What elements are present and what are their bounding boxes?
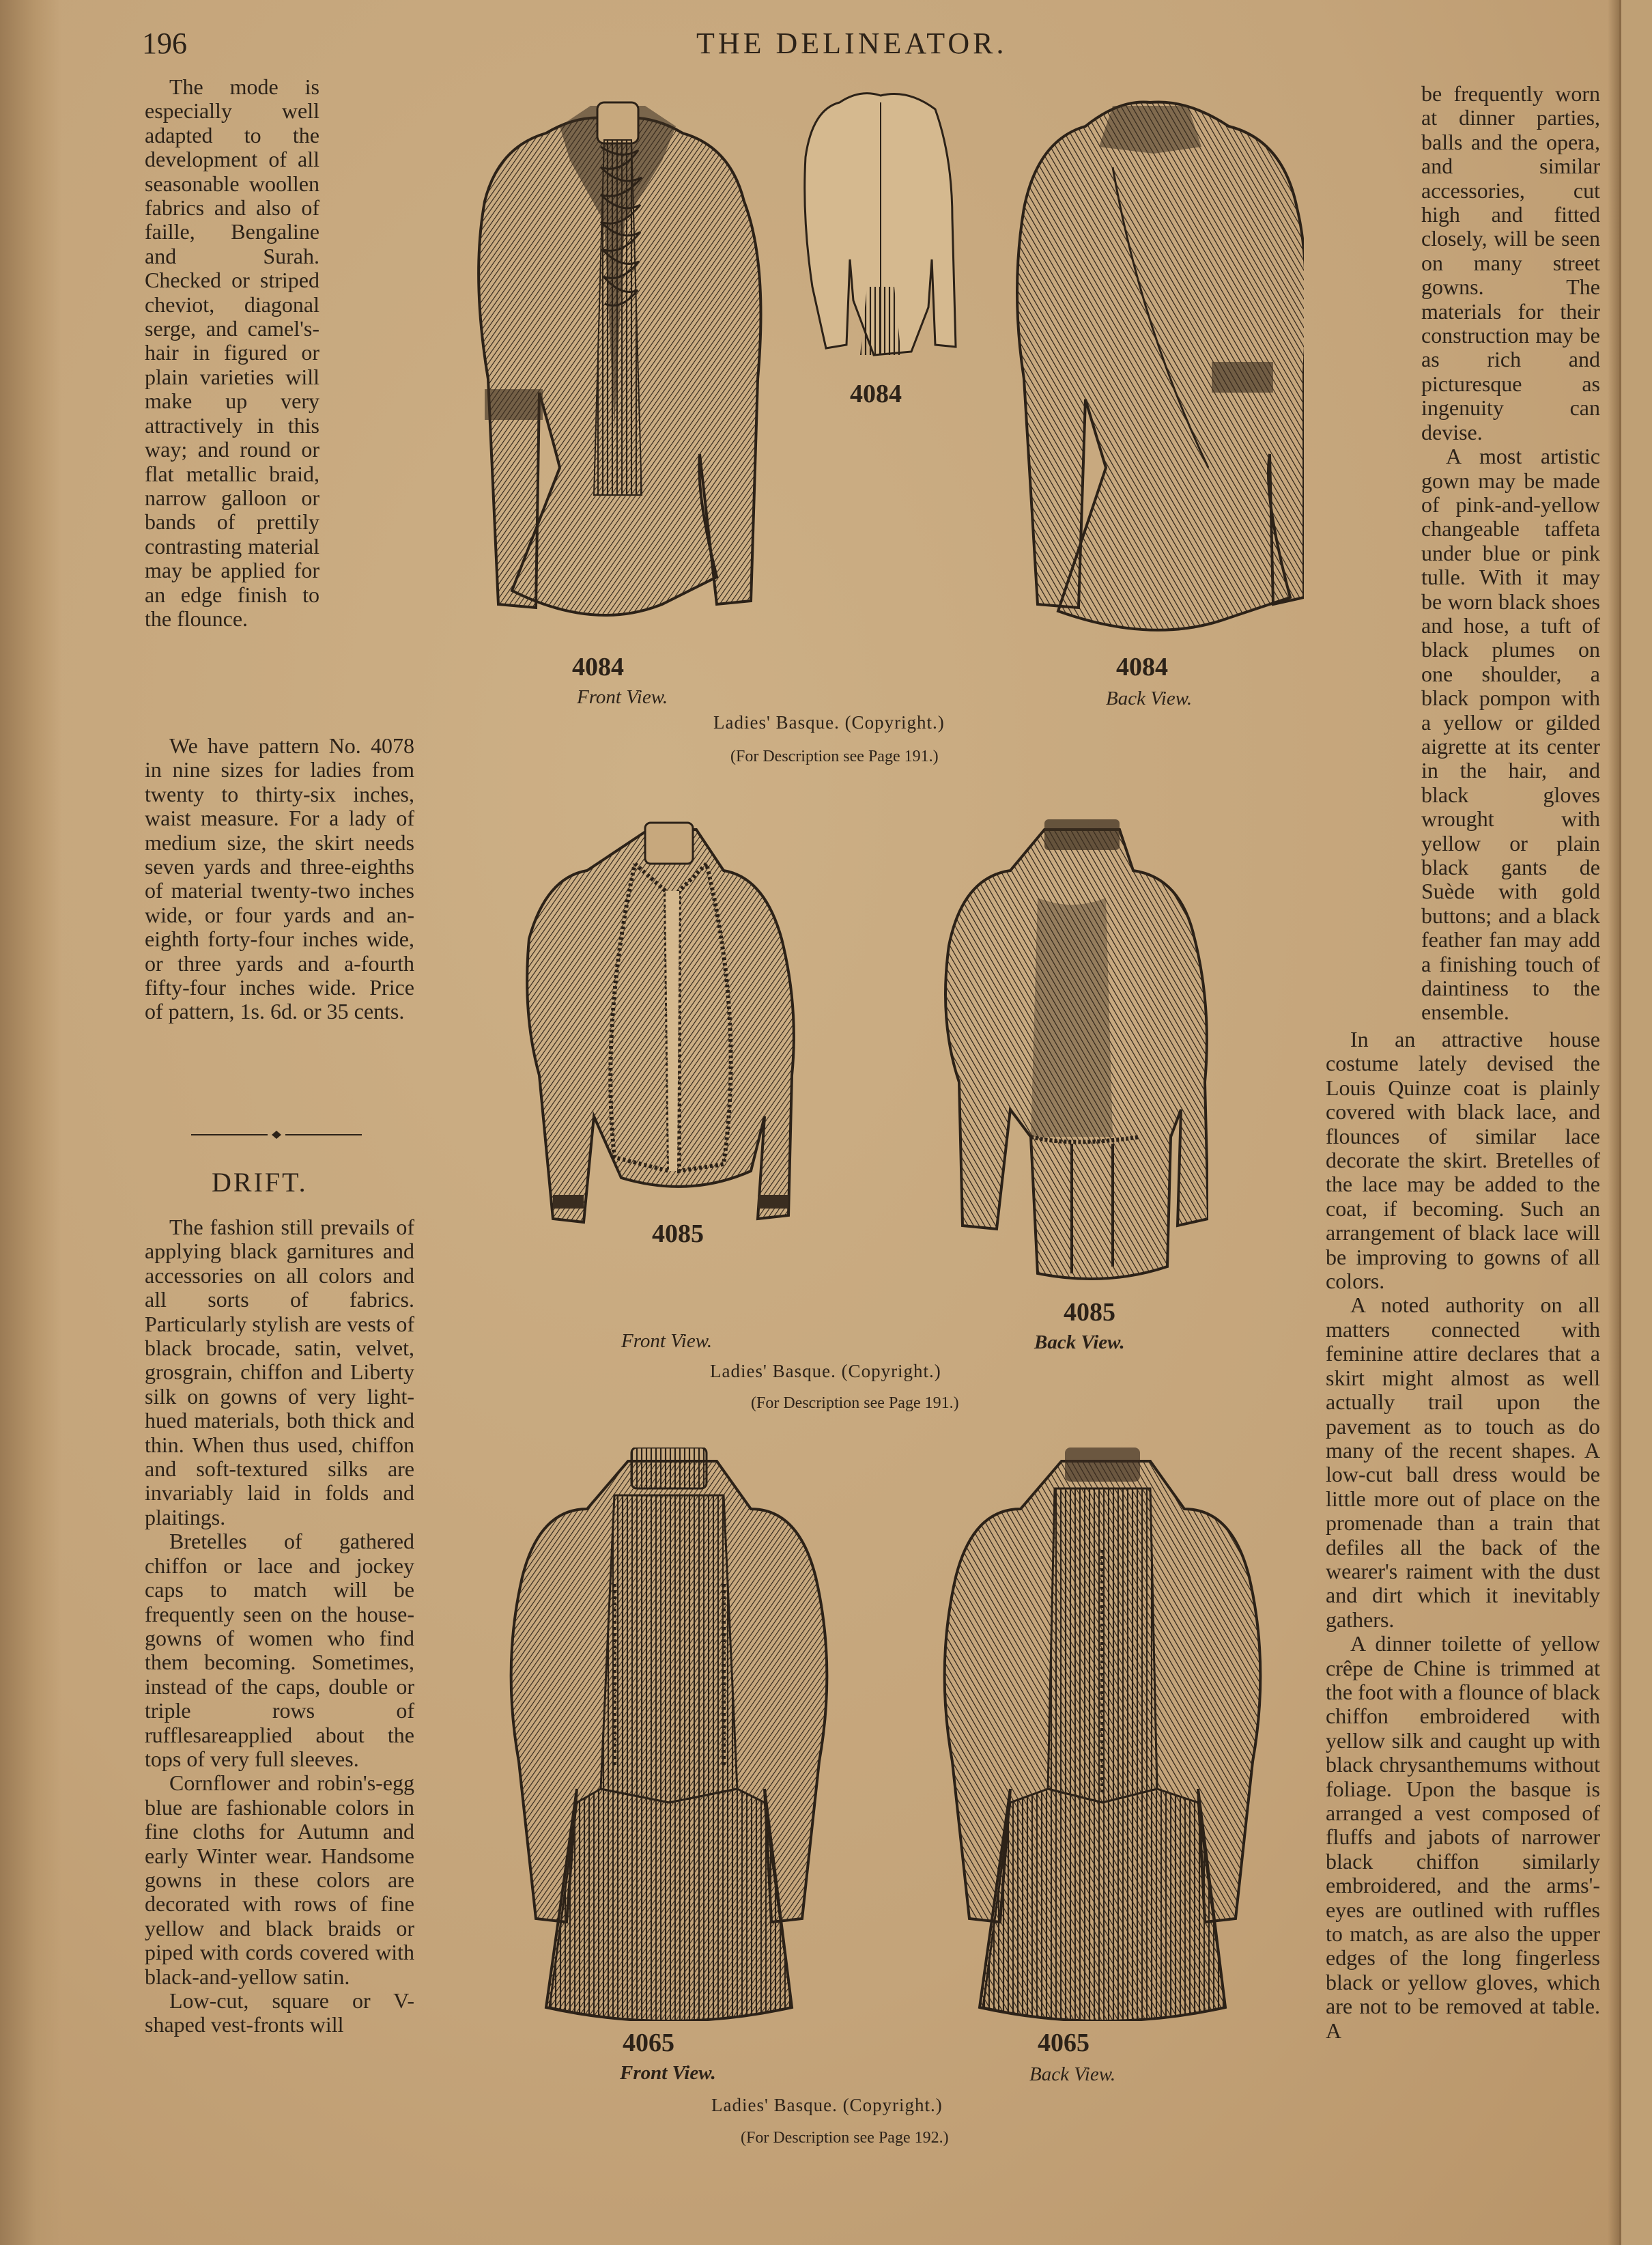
figure-description-ref: (For Description see Page 191.) <box>730 748 939 765</box>
basque-4084-front-illustration <box>457 85 778 652</box>
figure-number: 4085 <box>1064 1298 1115 1327</box>
left-column-pattern-text <box>145 734 414 1024</box>
drift-paragraph: Cornflower and robin's-egg blue are fashionable colors in fine cloths for Autumn and early Winter wear. Handsome gowns in these colors are decorated with rows of fine yellow and black braids or piped with cords covered with black-and-yellow satin. <box>145 1770 414 1989</box>
figure-view-label: Front View. <box>621 1330 713 1352</box>
figure-caption: Ladies' Basque. (Copyright.) <box>713 712 945 733</box>
right-column-text <box>1421 82 1600 1025</box>
left-paragraph: We have pattern No. 4078 in nine sizes for ladies from twenty to thirty-six inches, waist measure. For a lady of medium size, the skirt needs seven yards and three-eighths of material twenty-two inches wide, or four yards and an-eighth forty-four inches wide, or three yards and a-fourth fifty-four inches wide. Price of pattern, 1s. 6d. or 35 cents. <box>145 733 414 1024</box>
figure-description-ref: (For Description see Page 191.) <box>751 1394 959 1412</box>
figure-number: 4065 <box>623 2029 674 2057</box>
figure-number: 4084 <box>850 380 902 408</box>
right-paragraph: be frequently worn at dinner parties, balls and the opera, and similar accessories, cut high and fitted closely, will be seen on many street gowns. The materials for their construction may be as rich and picturesque as ingenuity can devise. <box>1421 81 1600 444</box>
figure-view-label: Back View. <box>1034 1331 1125 1353</box>
drift-paragraph: Low-cut, square or V-shaped vest-fronts will <box>145 1988 414 2037</box>
right-paragraph: In an attractive house costume lately devised the Louis Quinze coat is plainly covered with black lace, and flounces of similar lace decorate the skirt. Bretelles of the lace may be added to the coat, if becoming. Such an arrangement of black lace will be improving to gowns of all colors. <box>1326 1027 1600 1294</box>
figure-view-label: Front View. <box>620 2062 716 2084</box>
drift-paragraph: Bretelles of gathered chiffon or lace and jockey caps to match will be frequently seen on the house-gowns of women who find them becoming. Sometimes, instead of the caps, double or triple rows of rufflesareapplied about the tops of very full sleeves. <box>145 1529 414 1771</box>
page-number: 196 <box>142 27 187 60</box>
basque-4084-back-illustration <box>1003 85 1304 652</box>
figure-view-label: Back View. <box>1029 2063 1116 2085</box>
basque-4065-back-illustration <box>925 1448 1280 2021</box>
right-column-text-wide <box>1326 1028 1600 2043</box>
drift-text <box>145 1215 414 2037</box>
figure-number: 4065 <box>1038 2029 1090 2057</box>
figure-view-label: Back View. <box>1106 688 1193 709</box>
running-title: THE DELINEATOR. <box>696 27 1008 60</box>
right-paragraph: A most artistic gown may be made of pink-and-yellow changeable taffeta under blue or pink tulle. With it may be worn black shoes and hose, a tuft of black plumes on one shoulder, a black pompon with a yellow or gilded aigrette at its center in the hair, and black gloves wrought with yellow or plain black gants de Suède with gold buttons; and a black feather fan may add a finishing touch of daintiness to the ensemble. <box>1421 444 1600 1025</box>
figure-view-label: Front View. <box>577 686 668 708</box>
basque-4085-back-illustration <box>935 816 1208 1280</box>
adjacent-page-edge <box>1619 0 1652 2245</box>
drift-paragraph: The fashion still prevails of applying black garnitures and accessories on all colors and all sorts of fabrics. Particularly stylish are vests of black brocade, satin, velvet, grosgrain, chiffon and Liberty silk on gowns of very light-hued materials, both thick and thin. When thus used, chiffon and soft-textured silks are invariably laid in folds and plaitings. <box>145 1215 414 1529</box>
drift-heading: DRIFT. <box>212 1167 308 1198</box>
basque-4065-front-illustration <box>492 1448 846 2021</box>
left-column-text <box>145 75 319 631</box>
page-edge-shadow <box>0 0 61 2245</box>
right-paragraph: A dinner toilette of yellow crêpe de Chine is trimmed at the foot with a flounce of black chiffon embroidered with yellow silk and caught up with black chrysanthemums without foliage. Upon the basque is arranged a vest composed of fluffs and jabots of narrower black chiffon similarly embroidered, and the arms'-eyes are outlined with ruffles to match, as are also the upper edges of the long fingerless black or yellow gloves, which are not to be removed at table. A <box>1326 1631 1600 2043</box>
figure-description-ref: (For Description see Page 192.) <box>741 2129 949 2147</box>
basque-4084-small-illustration <box>792 82 963 369</box>
figure-caption: Ladies' Basque. (Copyright.) <box>710 1361 941 1381</box>
basque-4085-front-illustration <box>519 816 799 1239</box>
figure-number: 4085 <box>652 1219 704 1248</box>
section-divider-ornament <box>191 1130 362 1140</box>
figure-number: 4084 <box>1116 653 1168 681</box>
figure-caption: Ladies' Basque. (Copyright.) <box>711 2095 943 2115</box>
left-paragraph: The mode is especially well adapted to the development of all seasonable woollen fabrics and also of faille, Bengaline and Surah. Checked or striped cheviot, diagonal serge, and camel's-hair in figured or plain varieties will make up very attractively in this way; and round or flat metallic braid, narrow galloon or bands of prettily contrasting material may be applied for an edge finish to the flounce. <box>145 74 319 631</box>
figure-number: 4084 <box>572 653 624 681</box>
right-paragraph: A noted authority on all matters connected with feminine attire declares that a skirt might almost as well actually trail upon the pavement as to touch as do many of the recent shapes. A low-cut ball dress would be little more out of place on the promenade than a train that defiles all the back of the wearer's raiment with the dust and dirt which it inevitably gathers. <box>1326 1293 1600 1632</box>
